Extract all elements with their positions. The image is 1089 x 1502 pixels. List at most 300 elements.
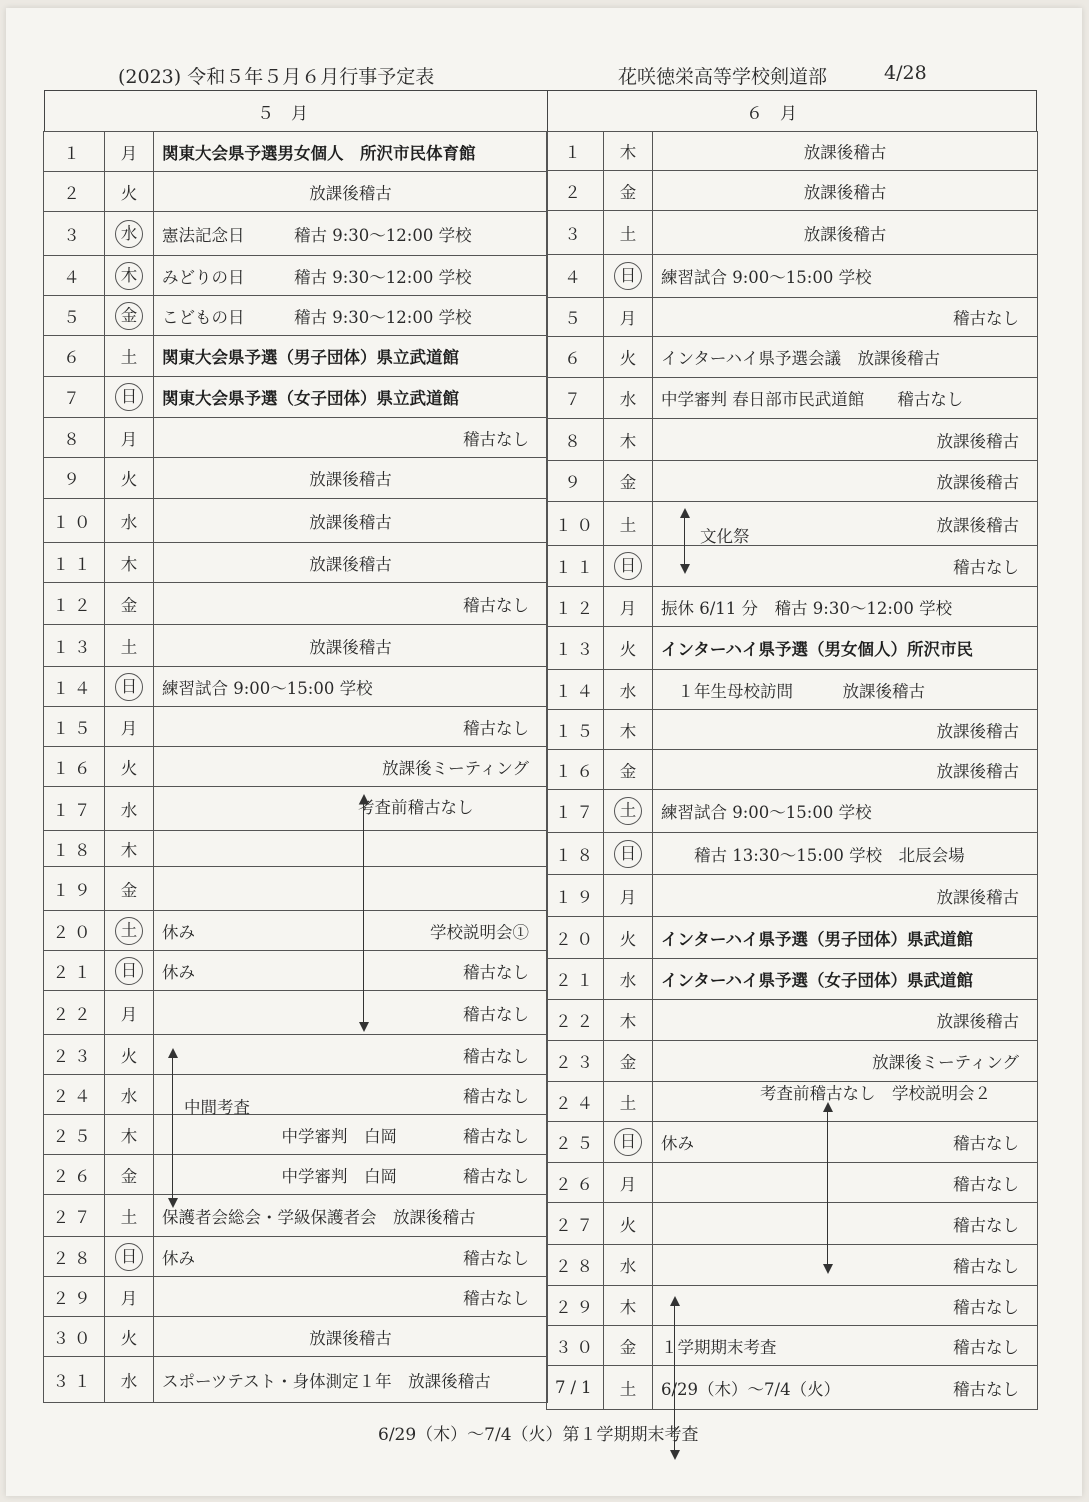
event-cell — [154, 991, 548, 1035]
weekday-label: 火 — [619, 1215, 637, 1235]
may-calendar — [43, 131, 548, 1403]
may-row — [44, 911, 548, 951]
event-cell — [154, 458, 548, 499]
weekday-label: 木 — [619, 721, 637, 741]
may-row — [44, 1035, 548, 1075]
june-row — [547, 502, 1038, 546]
day-number: ２４ — [547, 1082, 604, 1122]
june-header — [546, 90, 1037, 131]
festival-note: 文化祭 — [700, 527, 750, 546]
weekday — [604, 546, 653, 587]
june-row — [547, 419, 1038, 461]
weekday — [604, 875, 653, 917]
event-text: 保護者会総会・学級保護者会 放課後稽古 — [162, 1207, 476, 1227]
may-row — [44, 458, 548, 499]
weekday-label: 金 — [120, 595, 138, 615]
weekday-label: 火 — [120, 470, 138, 489]
weekday-label: 木 — [120, 1126, 138, 1146]
event-text: 放課後稽古 — [936, 721, 1019, 741]
event-cell — [154, 707, 548, 747]
event-text: 放課後稽古 — [936, 1012, 1019, 1031]
weekday — [604, 750, 653, 790]
weekday-label: 月 — [619, 1174, 637, 1194]
weekday-label: 木 — [120, 840, 138, 860]
event-cell — [154, 667, 548, 707]
day-number: ５ — [547, 298, 604, 337]
event-cell — [154, 132, 548, 172]
day-number: １ — [44, 132, 105, 172]
weekday-label: 火 — [619, 929, 637, 949]
day-number: １５ — [547, 710, 604, 750]
event-cell — [154, 418, 548, 458]
weekday-label: 月 — [120, 1004, 138, 1024]
weekday — [604, 461, 653, 502]
weekday — [105, 747, 154, 787]
weekday — [105, 172, 154, 212]
day-number: ２４ — [44, 1075, 105, 1115]
event-text: 休み — [162, 962, 195, 982]
may-row — [44, 867, 548, 911]
may-row — [44, 256, 548, 296]
weekday — [105, 831, 154, 867]
weekday — [604, 1366, 653, 1410]
event-text: 放課後ミーティング — [382, 758, 529, 778]
day-number: ８ — [44, 418, 105, 458]
weekday — [604, 1082, 653, 1122]
june-row — [547, 1286, 1038, 1326]
holiday-weekday-circle: 日 — [115, 1243, 143, 1271]
day-number: １２ — [547, 587, 604, 627]
event-cell — [154, 296, 548, 336]
event-cell — [154, 1277, 548, 1317]
weekday-label: 土 — [120, 1207, 138, 1227]
event-cell — [653, 337, 1038, 378]
weekday — [604, 419, 653, 461]
event-cell — [154, 1115, 548, 1155]
day-number: １ — [547, 132, 604, 171]
midterm-arrow — [172, 1050, 173, 1206]
june-label: ６ 月 — [746, 104, 797, 124]
day-number: １８ — [44, 831, 105, 867]
event-text: 休み — [661, 1134, 694, 1153]
weekday — [604, 670, 653, 710]
event-text: 放課後ミーティング — [872, 1053, 1019, 1072]
june-row — [547, 750, 1038, 790]
event-text: 放課後稽古 — [936, 887, 1019, 907]
weekday — [105, 625, 154, 667]
event-cell — [653, 132, 1038, 171]
event-text: 関東大会県予選（男子団体）県立武道館 — [162, 348, 459, 367]
day-number: ６ — [547, 337, 604, 378]
event-text: 稽古なし — [463, 1004, 529, 1024]
day-number: ７ — [547, 378, 604, 419]
day-number: ２８ — [44, 1237, 105, 1277]
day-number: ２ — [547, 171, 604, 211]
event-cell — [154, 625, 548, 667]
day-number: ４ — [547, 255, 604, 298]
event-cell — [154, 1357, 548, 1403]
event-cell — [653, 587, 1038, 627]
may-row — [44, 991, 548, 1035]
day-number: １３ — [547, 627, 604, 670]
page-title: (2023) 令和５年５月６月行事予定表 — [118, 66, 435, 88]
weekday — [604, 833, 653, 875]
day-number: １２ — [44, 583, 105, 625]
weekday — [105, 667, 154, 707]
event-cell — [653, 1203, 1038, 1245]
event-text: 放課後稽古 — [936, 473, 1019, 492]
event-cell — [653, 546, 1038, 587]
may-row — [44, 1195, 548, 1237]
may-row — [44, 1075, 548, 1115]
day-number: ２８ — [547, 1245, 604, 1286]
june-row — [547, 587, 1038, 627]
day-number: １４ — [547, 670, 604, 710]
event-text: 稽古なし — [953, 1215, 1019, 1235]
may-row — [44, 1155, 548, 1195]
weekday — [105, 1277, 154, 1317]
weekday — [604, 627, 653, 670]
weekday-label: 水 — [619, 971, 637, 990]
day-number: ２５ — [547, 1122, 604, 1163]
day-number: ９ — [44, 458, 105, 499]
event-text: インターハイ県予選（女子団体）県武道館 — [661, 971, 974, 990]
june-row — [547, 1366, 1038, 1410]
weekday — [105, 1115, 154, 1155]
weekday — [604, 917, 653, 959]
event-text: 稽古なし — [463, 1086, 529, 1106]
event-cell — [653, 833, 1038, 875]
event-cell — [154, 256, 548, 296]
weekday — [604, 1326, 653, 1366]
day-number: １６ — [44, 747, 105, 787]
weekday — [105, 1155, 154, 1195]
event-text: 中学審判 春日部市民武道館 稽古なし — [661, 390, 964, 409]
event-text: 稽古なし — [953, 1257, 1019, 1276]
event-cell — [653, 710, 1038, 750]
event-text: 放課後稽古 — [936, 761, 1019, 781]
holiday-weekday-circle: 日 — [614, 840, 642, 868]
weekday — [604, 298, 653, 337]
weekday-label: 水 — [619, 681, 637, 701]
weekday — [604, 1203, 653, 1245]
day-number: １５ — [44, 707, 105, 747]
weekday-label: 月 — [120, 718, 138, 738]
holiday-weekday-circle: 日 — [614, 1128, 642, 1156]
june-row — [547, 1245, 1038, 1286]
event-text: 放課後稽古 — [803, 182, 887, 202]
weekday — [105, 212, 154, 256]
event-text: 休み — [162, 922, 195, 942]
june-exam-prep-arrow — [827, 1104, 828, 1272]
event-text: スポーツテスト・身体測定１年 放課後稽古 — [162, 1371, 491, 1391]
weekday-label: 火 — [120, 1046, 138, 1066]
event-cell — [653, 461, 1038, 502]
event-text: 放課後稽古 — [936, 431, 1019, 451]
june-row — [547, 1326, 1038, 1366]
weekday-label: 金 — [619, 761, 637, 781]
event-cell — [154, 747, 548, 787]
weekday-label: 水 — [120, 1086, 138, 1106]
weekday — [105, 583, 154, 625]
event-cell — [154, 499, 548, 543]
weekday — [105, 911, 154, 951]
may-row — [44, 1357, 548, 1403]
day-number: ２９ — [547, 1286, 604, 1326]
event-text: インターハイ県予選（男子団体）県武道館 — [661, 929, 974, 949]
weekday — [604, 132, 653, 171]
event-text: 稽古なし — [463, 429, 529, 449]
weekday-label: 木 — [619, 431, 637, 451]
event-cell — [154, 787, 548, 831]
weekday-label: 水 — [619, 390, 637, 409]
event-cell — [154, 172, 548, 212]
event-note: 学校説明会① — [430, 922, 529, 942]
day-number: ３０ — [547, 1326, 604, 1366]
june-row — [547, 211, 1038, 255]
june-row — [547, 1122, 1038, 1163]
may-row — [44, 747, 548, 787]
event-cell — [653, 670, 1038, 710]
event-text: みどりの日 稽古 9:30～12:00 学校 — [162, 267, 472, 287]
weekday — [604, 959, 653, 1000]
may-row — [44, 543, 548, 583]
weekday-label: 土 — [619, 224, 637, 244]
weekday-label: 火 — [619, 349, 637, 368]
day-number: ２１ — [44, 951, 105, 991]
day-number: １７ — [547, 790, 604, 833]
event-text: 稽古なし — [953, 1297, 1019, 1317]
event-note: 稽古なし — [953, 1379, 1019, 1399]
weekday-label: 木 — [120, 554, 138, 574]
may-row — [44, 1237, 548, 1277]
june-row — [547, 255, 1038, 298]
weekday — [604, 587, 653, 627]
weekday — [105, 1237, 154, 1277]
event-text: 休み — [162, 1248, 195, 1268]
event-cell — [653, 627, 1038, 670]
june-row — [547, 132, 1038, 171]
event-cell — [653, 1122, 1038, 1163]
event-cell — [154, 336, 548, 377]
day-number: ４ — [44, 256, 105, 296]
may-row — [44, 377, 548, 418]
event-text: 放課後稽古 — [803, 224, 887, 244]
event-text: 放課後稽古 — [803, 143, 887, 162]
weekday — [604, 211, 653, 255]
day-number: ２３ — [547, 1041, 604, 1082]
event-cell — [154, 911, 548, 951]
weekday — [604, 1245, 653, 1286]
weekday — [105, 418, 154, 458]
day-number: １１ — [547, 546, 604, 587]
day-number: １６ — [547, 750, 604, 790]
may-row — [44, 1277, 548, 1317]
event-cell — [154, 1035, 548, 1075]
day-number: ５ — [44, 296, 105, 336]
weekday-label: 金 — [120, 1166, 138, 1186]
may-row — [44, 499, 548, 543]
event-text: 稽古なし — [463, 718, 529, 738]
day-number: ２９ — [44, 1277, 105, 1317]
weekday-label: 土 — [619, 515, 637, 535]
event-text: 放課後稽古 — [936, 515, 1019, 535]
weekday — [105, 543, 154, 583]
event-text: 稽古なし — [953, 309, 1019, 328]
may-row — [44, 212, 548, 256]
holiday-weekday-circle: 木 — [115, 262, 143, 290]
midterm-note: 中間考査 — [184, 1098, 250, 1117]
weekday — [105, 1357, 154, 1403]
day-number: ３１ — [44, 1357, 105, 1403]
weekday — [105, 991, 154, 1035]
event-text: 練習試合 9:00～15:00 学校 — [661, 268, 872, 287]
june-row — [547, 378, 1038, 419]
event-text: 中学審判 白岡 稽古なし — [281, 1126, 529, 1146]
june-row — [547, 1163, 1038, 1203]
day-number: １９ — [44, 867, 105, 911]
weekday — [105, 256, 154, 296]
event-text: 憲法記念日 稽古 9:30～12:00 学校 — [162, 225, 472, 245]
event-text: 稽古なし — [953, 558, 1019, 577]
weekday — [604, 1122, 653, 1163]
may-row — [44, 1115, 548, 1155]
weekday — [604, 1286, 653, 1326]
may-row — [44, 583, 548, 625]
may-header — [44, 90, 548, 131]
weekday — [105, 951, 154, 991]
day-number: １７ — [44, 787, 105, 831]
event-note: 稽古なし — [953, 1134, 1019, 1153]
weekday-label: 金 — [619, 1053, 637, 1072]
day-number: ２５ — [44, 1115, 105, 1155]
weekday — [105, 377, 154, 418]
event-text: １学期期末考査 — [661, 1337, 777, 1357]
day-number: ２２ — [547, 1000, 604, 1041]
may-row — [44, 951, 548, 991]
day-number: ２ — [44, 172, 105, 212]
issue-date: 4/28 — [884, 62, 927, 84]
weekday — [105, 458, 154, 499]
weekday — [604, 171, 653, 211]
holiday-weekday-circle: 水 — [115, 220, 143, 248]
event-text: インターハイ県予選（男女個人）所沢市民 — [661, 640, 974, 659]
event-cell — [154, 951, 548, 991]
event-text: 練習試合 9:00～15:00 学校 — [661, 803, 872, 822]
june-calendar — [546, 131, 1038, 1410]
event-text: 放課後稽古 — [309, 554, 392, 574]
holiday-weekday-circle: 金 — [115, 302, 143, 330]
event-cell — [653, 255, 1038, 298]
weekday-label: 金 — [619, 182, 637, 202]
day-number: １４ — [44, 667, 105, 707]
day-number: ２０ — [547, 917, 604, 959]
day-number: ２２ — [44, 991, 105, 1035]
event-cell — [653, 1286, 1038, 1326]
june-row — [547, 917, 1038, 959]
holiday-weekday-circle: 日 — [115, 673, 143, 701]
weekday-label: 月 — [619, 598, 637, 618]
weekday — [604, 710, 653, 750]
weekday-label: 金 — [120, 880, 138, 900]
event-cell — [653, 790, 1038, 833]
event-cell — [154, 1237, 548, 1277]
june-row — [547, 875, 1038, 917]
weekday-label: 水 — [619, 1257, 637, 1276]
weekday — [604, 1000, 653, 1041]
event-text: 放課後稽古 — [309, 512, 392, 532]
day-number: 7/1 — [547, 1366, 604, 1410]
june-row — [547, 337, 1038, 378]
weekday — [105, 132, 154, 172]
may-row — [44, 336, 548, 377]
holiday-weekday-circle: 日 — [614, 262, 642, 290]
day-number: ２３ — [44, 1035, 105, 1075]
weekday — [604, 337, 653, 378]
may-row — [44, 1317, 548, 1357]
may-row — [44, 831, 548, 867]
weekday — [105, 336, 154, 377]
weekday-label: 火 — [619, 640, 637, 659]
june-row — [547, 298, 1038, 337]
may-row — [44, 418, 548, 458]
weekday — [105, 867, 154, 911]
june-row — [547, 1203, 1038, 1245]
day-number: ２６ — [44, 1155, 105, 1195]
event-cell — [154, 543, 548, 583]
day-number: ２６ — [547, 1163, 604, 1203]
day-number: １３ — [44, 625, 105, 667]
event-text: 放課後稽古 — [309, 183, 392, 203]
weekday-label: 木 — [619, 1297, 637, 1317]
event-text: 稽古 13:30～15:00 学校 北辰会場 — [661, 845, 965, 865]
weekday-label: 月 — [619, 887, 637, 907]
weekday — [604, 1041, 653, 1082]
event-text: １年生母校訪問 放課後稽古 — [661, 681, 925, 701]
weekday-label: 火 — [120, 183, 138, 203]
event-cell — [154, 212, 548, 256]
day-number: １９ — [547, 875, 604, 917]
day-number: ３０ — [44, 1317, 105, 1357]
weekday — [105, 1035, 154, 1075]
weekday-label: 月 — [120, 1288, 138, 1308]
event-note: 稽古なし — [953, 1337, 1019, 1357]
weekday-label: 火 — [120, 1328, 138, 1348]
weekday — [105, 1075, 154, 1115]
event-text: 関東大会県予選（女子団体）県立武道館 — [162, 389, 459, 408]
weekday-label: 金 — [619, 1337, 637, 1357]
event-cell — [653, 1163, 1038, 1203]
may-exam-prep-note: 考査前稽古なし — [358, 798, 474, 817]
day-number: ２７ — [547, 1203, 604, 1245]
day-number: ２１ — [547, 959, 604, 1000]
weekday-label: 土 — [619, 1093, 637, 1113]
event-cell — [653, 1245, 1038, 1286]
holiday-weekday-circle: 日 — [614, 552, 642, 580]
may-row — [44, 132, 548, 172]
weekday-label: 水 — [120, 800, 138, 820]
event-text: 放課後稽古 — [309, 637, 392, 657]
event-text: 練習試合 9:00～15:00 学校 — [162, 678, 373, 698]
festival-arrow — [684, 510, 685, 572]
day-number: ２０ — [44, 911, 105, 951]
event-cell — [653, 378, 1038, 419]
day-number: ６ — [44, 336, 105, 377]
day-number: ７ — [44, 377, 105, 418]
weekday — [105, 1317, 154, 1357]
event-cell — [653, 959, 1038, 1000]
event-cell — [154, 1195, 548, 1237]
